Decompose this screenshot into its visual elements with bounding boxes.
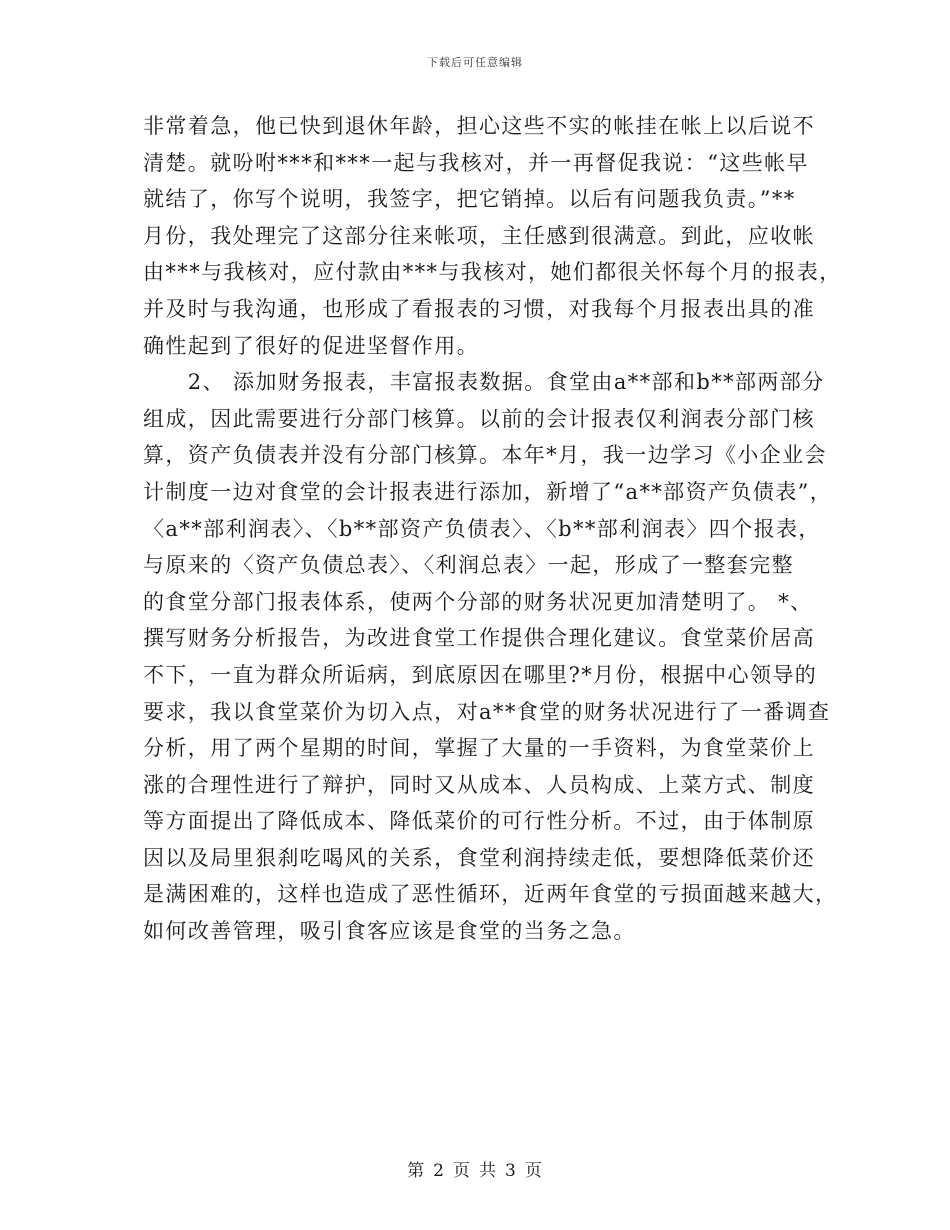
text-line: 因以及局里狠刹吃喝风的关系，食堂利润持续走低，要想降低菜价还 <box>143 845 815 870</box>
text-line: 2、 添加财务报表，丰富报表数据。食堂由a**部和b**部两部分 <box>143 370 825 395</box>
text-line: 与原来的〈资产负债总表〉、〈利润总表〉一起，形成了一整套完整 <box>143 553 794 578</box>
footer-page-unit: 页 <box>453 1161 471 1181</box>
text-line: 要求，我以食堂菜价为切入点，对a**食堂的财务状况进行了一番调查 <box>143 699 831 724</box>
text-line: 非常着急，他已快到退休年龄，担心这些不实的帐挂在帐上以后说不 <box>143 114 815 138</box>
text-line: 撰写财务分析报告，为改进食堂工作提供合理化建议。食堂菜价居高 <box>143 626 815 651</box>
footer-total-label: 共 <box>479 1161 497 1181</box>
text-line: 涨的合理性进行了辩护，同时又从成本、人员构成、上菜方式、制度 <box>143 772 815 797</box>
page-header: 下载后可任意编辑 <box>427 56 523 69</box>
current-page-number: 2 <box>433 1161 445 1181</box>
page-footer <box>0 1156 950 1181</box>
text-line: 组成，因此需要进行分部门核算。以前的会计报表仅利润表分部门核 <box>143 406 815 431</box>
text-line: 由***与我核对，应付款由***与我核对，她们都很关怀每个月的报表， <box>143 260 842 285</box>
text-line: 清楚。就吩咐***和***一起与我核对，并一再督促我说：“这些帐早 <box>143 150 809 175</box>
text-line: 是满困难的，这样也造成了恶性循环，近两年食堂的亏损面越来越大， <box>143 882 838 907</box>
text-line: 不下，一直为群众所诟病，到底原因在哪里?*月份，根据中心领导的 <box>143 662 818 687</box>
text-line: 并及时与我沟通，也形成了看报表的习惯，对我每个月报表出具的准 <box>143 296 815 321</box>
text-line: 计制度一边对食堂的会计报表进行添加，新增了“a**部资产负债表”， <box>143 479 833 504</box>
text-line: 如何改善管理，吸引食客应该是食堂的当务之急。 <box>143 919 636 944</box>
footer-total-unit: 页 <box>524 1161 543 1181</box>
text-line: 分析，用了两个星期的时间，掌握了大量的一手资料，为食堂菜价上 <box>143 736 815 761</box>
text-line: 就结了，你写个说明，我签字，把它销掉。以后有问题我负责。”** <box>143 187 796 212</box>
text-line: 确性起到了很好的促进坚督作用。 <box>143 333 479 358</box>
text-line: 算，资产负债表并没有分部门核算。本年*月，我一边学习《小企业会 <box>143 443 827 468</box>
text-line: 〈a**部利润表〉、〈b**部资产负债表〉、〈b**部利润表〉四个报表， <box>143 516 821 541</box>
text-line: 月份，我处理完了这部分往来帐项，主任感到很满意。到此，应收帐 <box>143 223 815 248</box>
text-line: 的食堂分部门报表体系，使两个分部的财务状况更加清楚明了。 *、 <box>143 589 813 614</box>
text-line: 等方面提出了降低成本、降低菜价的可行性分析。不过，由于体制原 <box>143 809 815 834</box>
total-pages-number: 3 <box>505 1161 517 1181</box>
footer-page-label: 第 <box>407 1161 426 1181</box>
document-body <box>143 108 842 950</box>
